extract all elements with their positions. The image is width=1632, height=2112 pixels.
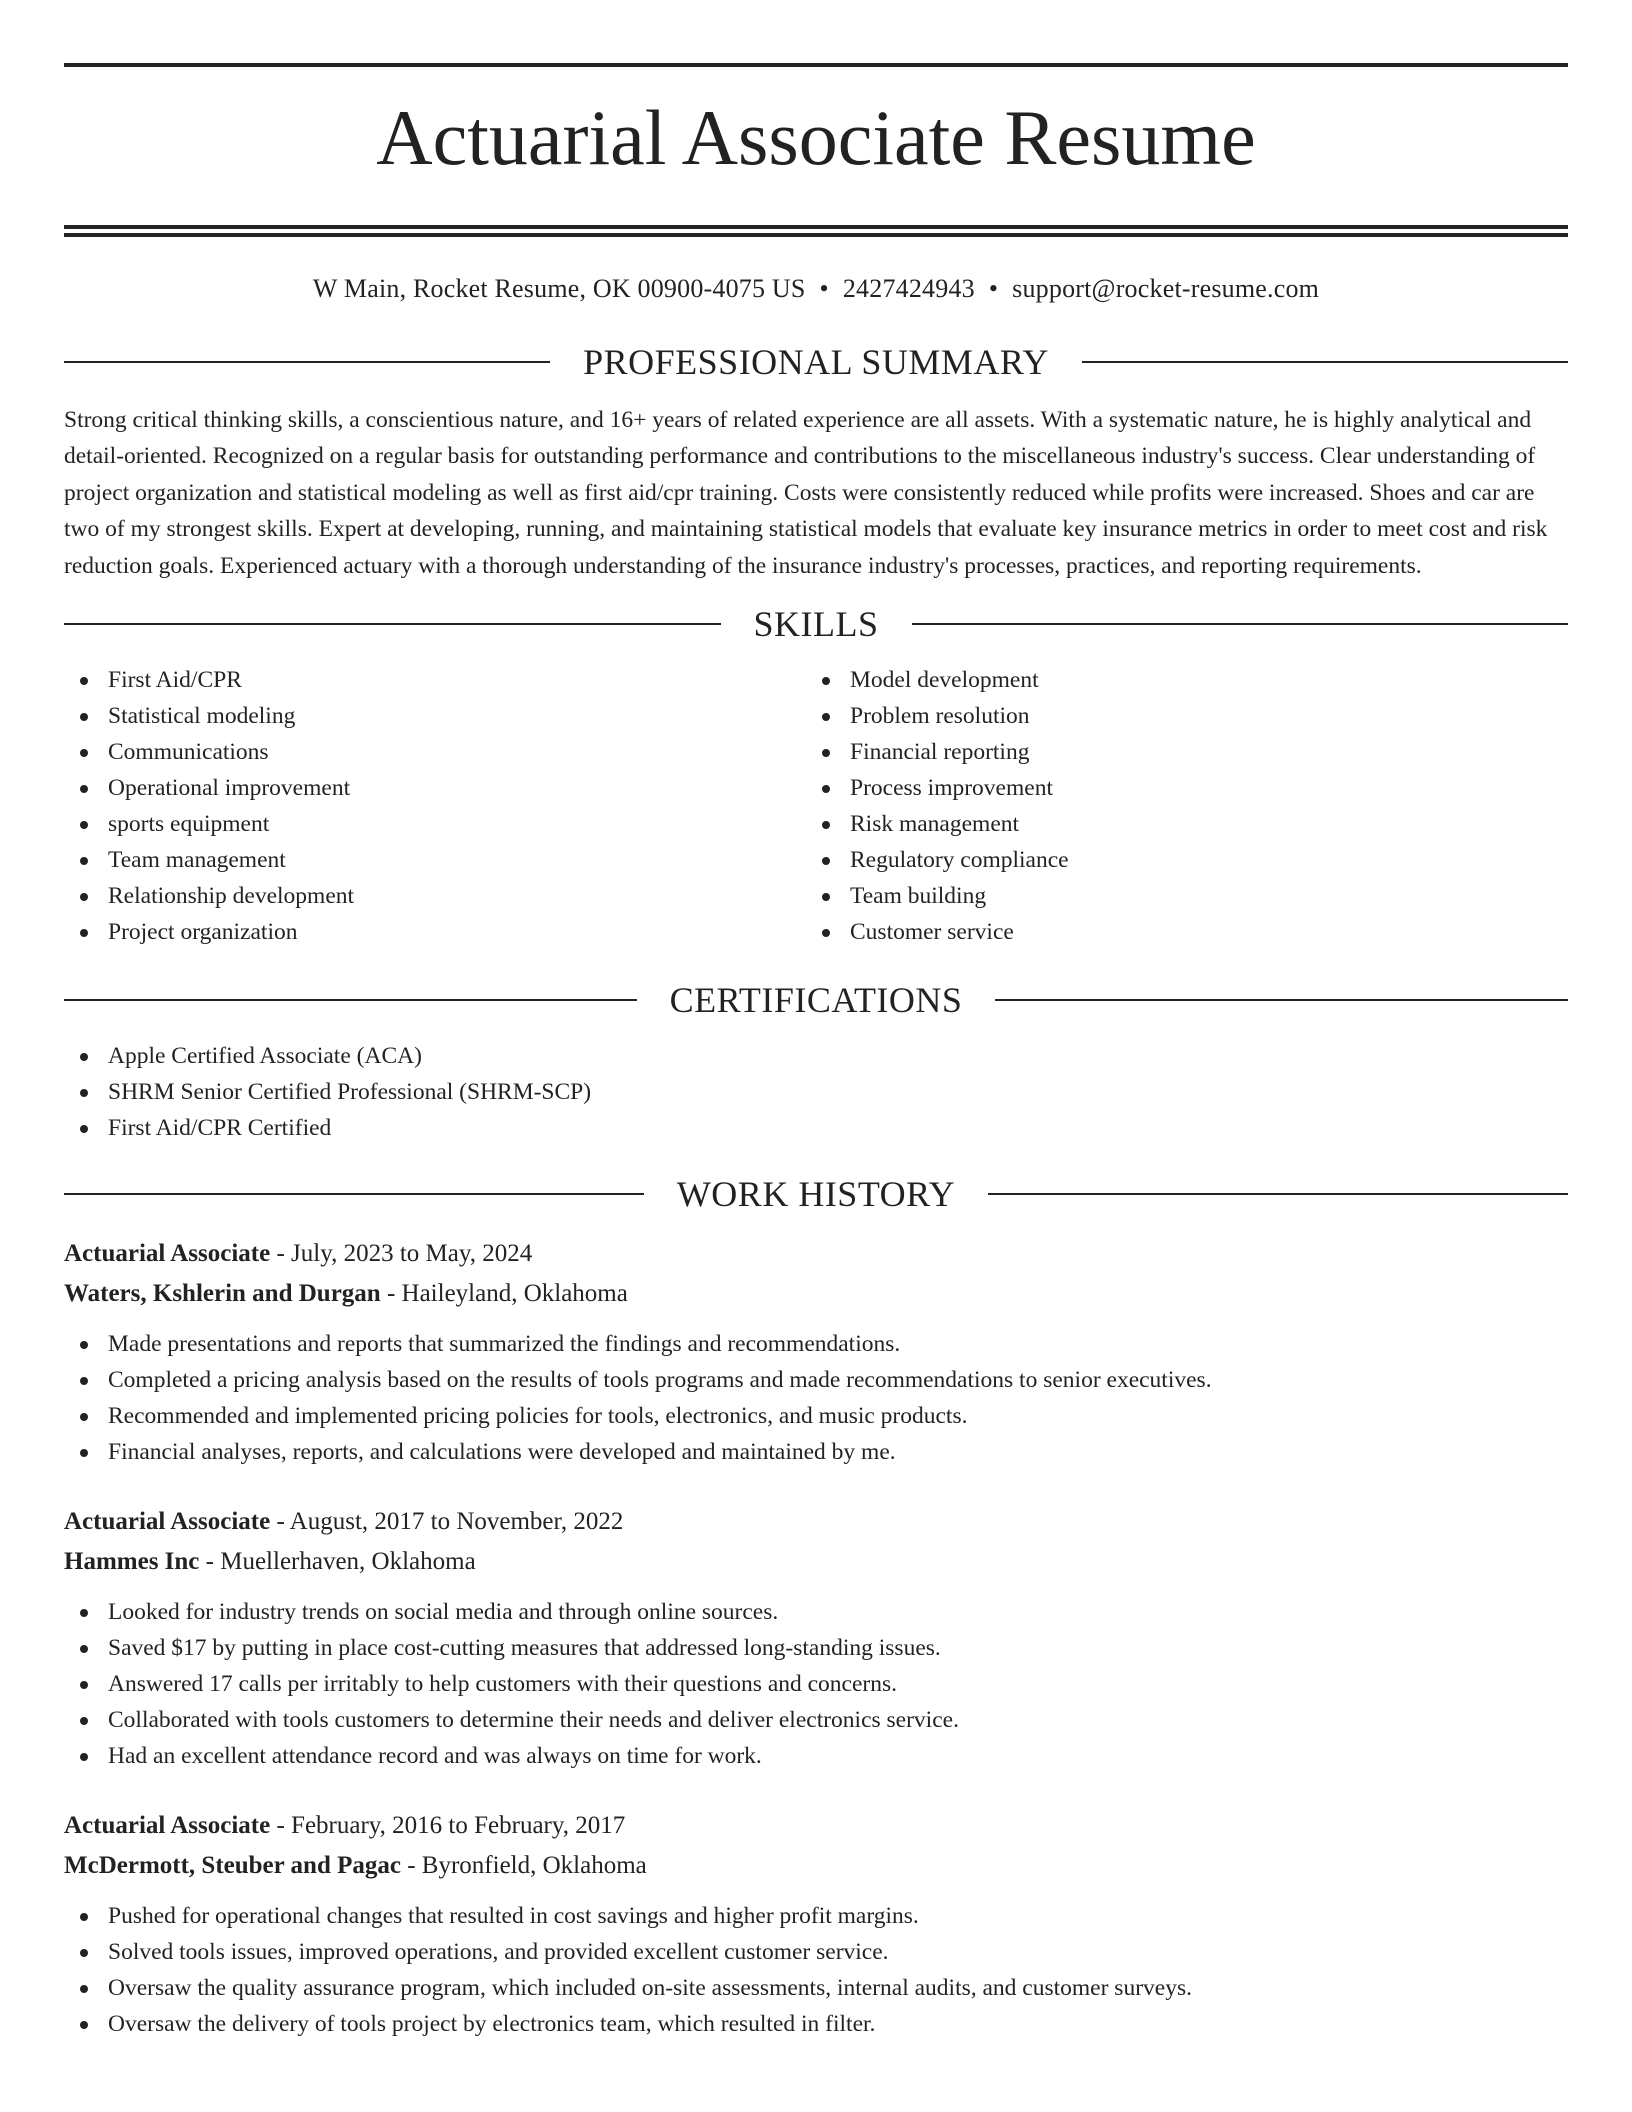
skill-item: Financial reporting <box>806 734 1548 770</box>
skill-item: Statistical modeling <box>64 698 806 734</box>
skill-item: Team management <box>64 842 806 878</box>
skills-list-left <box>64 662 806 950</box>
section-rule <box>995 999 1568 1001</box>
job-company: Waters, Kshlerin and Durgan <box>64 1280 381 1308</box>
skill-item: Project organization <box>64 914 806 950</box>
job-company-line <box>64 1274 1568 1314</box>
section-title: WORK HISTORY <box>676 1174 956 1215</box>
section-title: PROFESSIONAL SUMMARY <box>583 342 1049 382</box>
section-title: CERTIFICATIONS <box>669 980 963 1021</box>
job-title-line <box>64 1234 1568 1274</box>
job-bullets <box>64 1326 1568 1470</box>
job-bullets <box>64 1594 1568 1774</box>
job-company: Hammes Inc <box>64 1548 200 1576</box>
skill-item: Model development <box>806 662 1548 698</box>
job-title-line <box>64 1806 1568 1846</box>
job-bullets <box>64 1898 1568 2042</box>
job-bullet: Made presentations and reports that summarized the findings and recommendations. <box>64 1326 1568 1362</box>
section-rule <box>64 623 721 625</box>
contact-phone: 2427424943 <box>842 274 975 303</box>
skill-item: sports equipment <box>64 806 806 842</box>
contact-separator: • <box>819 274 829 303</box>
skill-item: Regulatory compliance <box>806 842 1548 878</box>
job-dates: - February, 2016 to February, 2017 <box>270 1812 626 1840</box>
contact-address: W Main, Rocket Resume, OK 00900-4075 US <box>312 274 806 303</box>
job-title-line <box>64 1502 1568 1542</box>
section-rule <box>64 999 637 1001</box>
job-bullet: Looked for industry trends on social media and through online sources. <box>64 1594 1568 1630</box>
resume-title: Actuarial Associate Resume <box>376 94 1256 181</box>
section-rule <box>1082 361 1568 363</box>
job-bullet: Answered 17 calls per irritably to help customers with their questions and concerns. <box>64 1666 1568 1702</box>
top-rule <box>64 63 1568 67</box>
job-bullet: Recommended and implemented pricing policies for tools, electronics, and music products. <box>64 1398 1568 1434</box>
certification-item: SHRM Senior Certified Professional (SHRM-SCP) <box>64 1074 1568 1110</box>
skill-item: Problem resolution <box>806 698 1548 734</box>
section-title: SKILLS <box>753 604 879 645</box>
section-rule <box>912 623 1569 625</box>
job-location: - Byronfield, Oklahoma <box>400 1852 647 1880</box>
skill-item: Customer service <box>806 914 1548 950</box>
job-entry <box>64 1502 1568 1774</box>
job-bullet: Financial analyses, reports, and calculations were developed and maintained by me. <box>64 1434 1568 1470</box>
job-company-line <box>64 1846 1568 1886</box>
job-dates: - July, 2023 to May, 2024 <box>270 1240 533 1268</box>
section-rule <box>988 1193 1568 1195</box>
job-company: McDermott, Steuber and Pagac <box>64 1852 401 1880</box>
section-header-work-history <box>64 1172 1568 1216</box>
job-bullet: Had an excellent attendance record and was always on time for work. <box>64 1738 1568 1774</box>
summary-text: Strong critical thinking skills, a conscientious nature, and 16+ years of related experience are all assets. With a systematic nature, he is highly analytical and detail-oriented. Recognized on a regular basis for outstanding performance and contributions to the miscellaneous industry's success. Clear understanding of project organization and statistical modeling as well as first aid/cpr training. Costs were consistently reduced while profits were increased. Shoes and car are two of my strongest skills. Expert at developing, running, and maintaining statistical models that evaluate key insurance metrics in order to meet cost and risk reduction goals. Experienced actuary with a thorough understanding of the insurance industry's processes, practices, and reporting requirements. <box>64 407 1548 579</box>
job-bullet: Oversaw the delivery of tools project by electronics team, which resulted in filter. <box>64 2006 1568 2042</box>
job-title: Actuarial Associate <box>64 1240 271 1268</box>
contact-email: support@rocket-resume.com <box>1012 274 1320 303</box>
section-rule <box>64 361 550 363</box>
contact-separator: • <box>988 274 999 303</box>
skill-item: Operational improvement <box>64 770 806 806</box>
job-bullet: Solved tools issues, improved operations, and provided excellent customer service. <box>64 1934 1568 1970</box>
section-header-skills <box>64 602 1568 646</box>
skill-item: Communications <box>64 734 806 770</box>
section-header-summary <box>64 340 1568 384</box>
job-entry <box>64 1234 1568 1470</box>
job-entry <box>64 1806 1568 2042</box>
job-bullet: Saved $17 by putting in place cost-cutting measures that addressed long-standing issues. <box>64 1630 1568 1666</box>
skills-list-right <box>806 662 1548 950</box>
job-bullet: Oversaw the quality assurance program, which included on-site assessments, internal audits, and customer surveys. <box>64 1970 1568 2006</box>
title-double-rule <box>64 225 1568 237</box>
skill-item: Relationship development <box>64 878 806 914</box>
resume-page <box>64 0 1568 2042</box>
certification-item: Apple Certified Associate (ACA) <box>64 1038 1568 1074</box>
skill-item: Risk management <box>806 806 1548 842</box>
job-dates: - August, 2017 to November, 2022 <box>270 1508 624 1536</box>
contact-line <box>64 271 1568 307</box>
section-rule <box>64 1193 644 1195</box>
skill-item: Team building <box>806 878 1548 914</box>
skill-item: First Aid/CPR <box>64 662 806 698</box>
job-bullet: Completed a pricing analysis based on the results of tools programs and made recommendations to senior executives. <box>64 1362 1568 1398</box>
job-bullet: Collaborated with tools customers to determine their needs and deliver electronics service. <box>64 1702 1568 1738</box>
job-title: Actuarial Associate <box>64 1812 271 1840</box>
section-header-certifications <box>64 978 1568 1022</box>
skills-grid <box>64 662 1568 950</box>
certification-item: First Aid/CPR Certified <box>64 1110 1568 1146</box>
certifications-list <box>64 1038 1568 1146</box>
job-location: - Muellerhaven, Oklahoma <box>199 1548 476 1576</box>
job-bullet: Pushed for operational changes that resulted in cost savings and higher profit margins. <box>64 1898 1568 1934</box>
job-location: - Haileyland, Oklahoma <box>380 1280 628 1308</box>
job-title: Actuarial Associate <box>64 1508 271 1536</box>
skill-item: Process improvement <box>806 770 1548 806</box>
job-company-line <box>64 1542 1568 1582</box>
